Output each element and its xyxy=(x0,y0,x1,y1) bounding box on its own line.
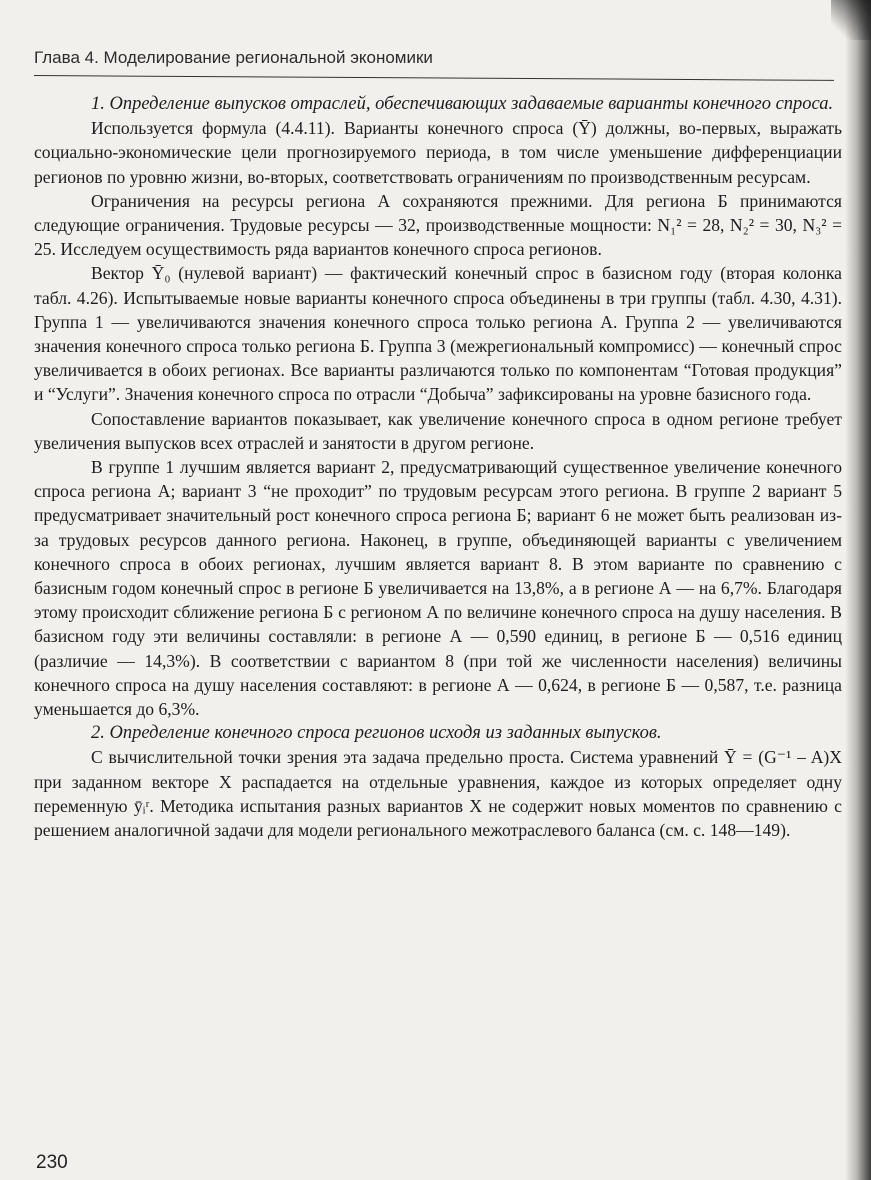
page-body xyxy=(34,92,842,842)
section-heading-2: 2. Определение конечного спроса регионов исходя из заданных выпусков. xyxy=(91,723,662,744)
section-heading-1: 1. Определение выпусков отраслей, обеспечивающих задаваемые варианты конечного спроса. xyxy=(91,94,834,114)
page-corner-shadow xyxy=(831,0,871,40)
paragraph: Сопоставление вариантов показывает, как увеличение конечного спроса в одном регионе требует увеличения выпусков всех отраслей и занятости в другом регионе. xyxy=(34,408,842,453)
paragraph: Ограничения на ресурсы региона А сохраняются прежними. Для региона Б принимаются следующие ограничения. Трудовые ресурсы — 32, производственные мощности: N₁² = 28, N₂² = 30, N₃² = 25. Исследуем осуществимость ряда вариантов конечного спроса регионов. xyxy=(34,190,842,260)
paragraph: Используется формула (4.4.11). Варианты конечного спроса (Ȳ) должны, во-первых, выражать социально-экономические цели прогнозируемого периода, в том числе уменьшение дифференциации регионов по уровню жизни, во-вторых, соответствовать ограничениям по производственным ресурсам. xyxy=(34,118,842,187)
running-head: Глава 4. Моделирование региональной экономики xyxy=(34,48,433,67)
header-rule xyxy=(34,75,834,81)
page-edge-shadow xyxy=(845,0,871,1180)
paragraph: В группе 1 лучшим является вариант 2, предусматривающий существенное увеличение конечного спроса региона А; вариант 3 “не проходит” по трудовым ресурсам этого региона. В группе 2 вариант 5 предусматривает значительный рост конечного спроса региона Б; вариант 6 не может быть реализован из-за трудовых ресурсов данного региона. Наконец, в группе, объединяющей варианты с увеличением конечного спроса в обоих регионах, лучшим является вариант 8. В этом варианте по сравнению с базисным годом конечный спрос в регионе Б увеличивается на 13,8%, а в регионе А — на 6,7%. Благодаря этому происходит сближение региона Б с регионом А по величине конечного спроса на душу населения. В базисном году эти величины составляли: в регионе А — 0,590 единиц, в регионе Б — 0,516 единиц (различие — 14,3%). В соответствии с вариантом 8 (при той же численности населения) величины конечного спроса на душу населения составляют: в регионе А — 0,624, в регионе Б — 0,587, т.е. разница уменьшается до 6,3%. xyxy=(34,457,842,720)
paragraph: С вычислительной точки зрения эта задача предельно проста. Система уравнений Ȳ = (G⁻¹ – A)X при заданном векторе X распадается на отдельные уравнения, каждое из которых определяет одну переменную ȳᵢʳ. Методика испытания разных вариантов X не содержит новых моментов по сравнению с решением аналогичной задачи для модели регионального межотраслевого баланса (см. с. 148—149). xyxy=(34,747,842,841)
page-number: 230 xyxy=(36,1152,68,1173)
paragraph: Вектор Ȳ₀ (нулевой вариант) — фактический конечный спрос в базисном году (вторая колонка табл. 4.26). Испытываемые новые варианты конечного спроса объединены в три группы (табл. 4.30, 4.31). Группа 1 — увеличиваются значения конечного спроса только региона А. Группа 2 — увеличиваются значения конечного спроса только региона Б. Группа 3 (межрегиональный компромисс) — конечный спрос увеличивается в обоих регионах. Все варианты различаются только по компонентам “Готовая продукция” и “Услуги”. Значения конечного спроса по отрасли “Добыча” зафиксированы на уровне базисного года. xyxy=(34,263,842,405)
